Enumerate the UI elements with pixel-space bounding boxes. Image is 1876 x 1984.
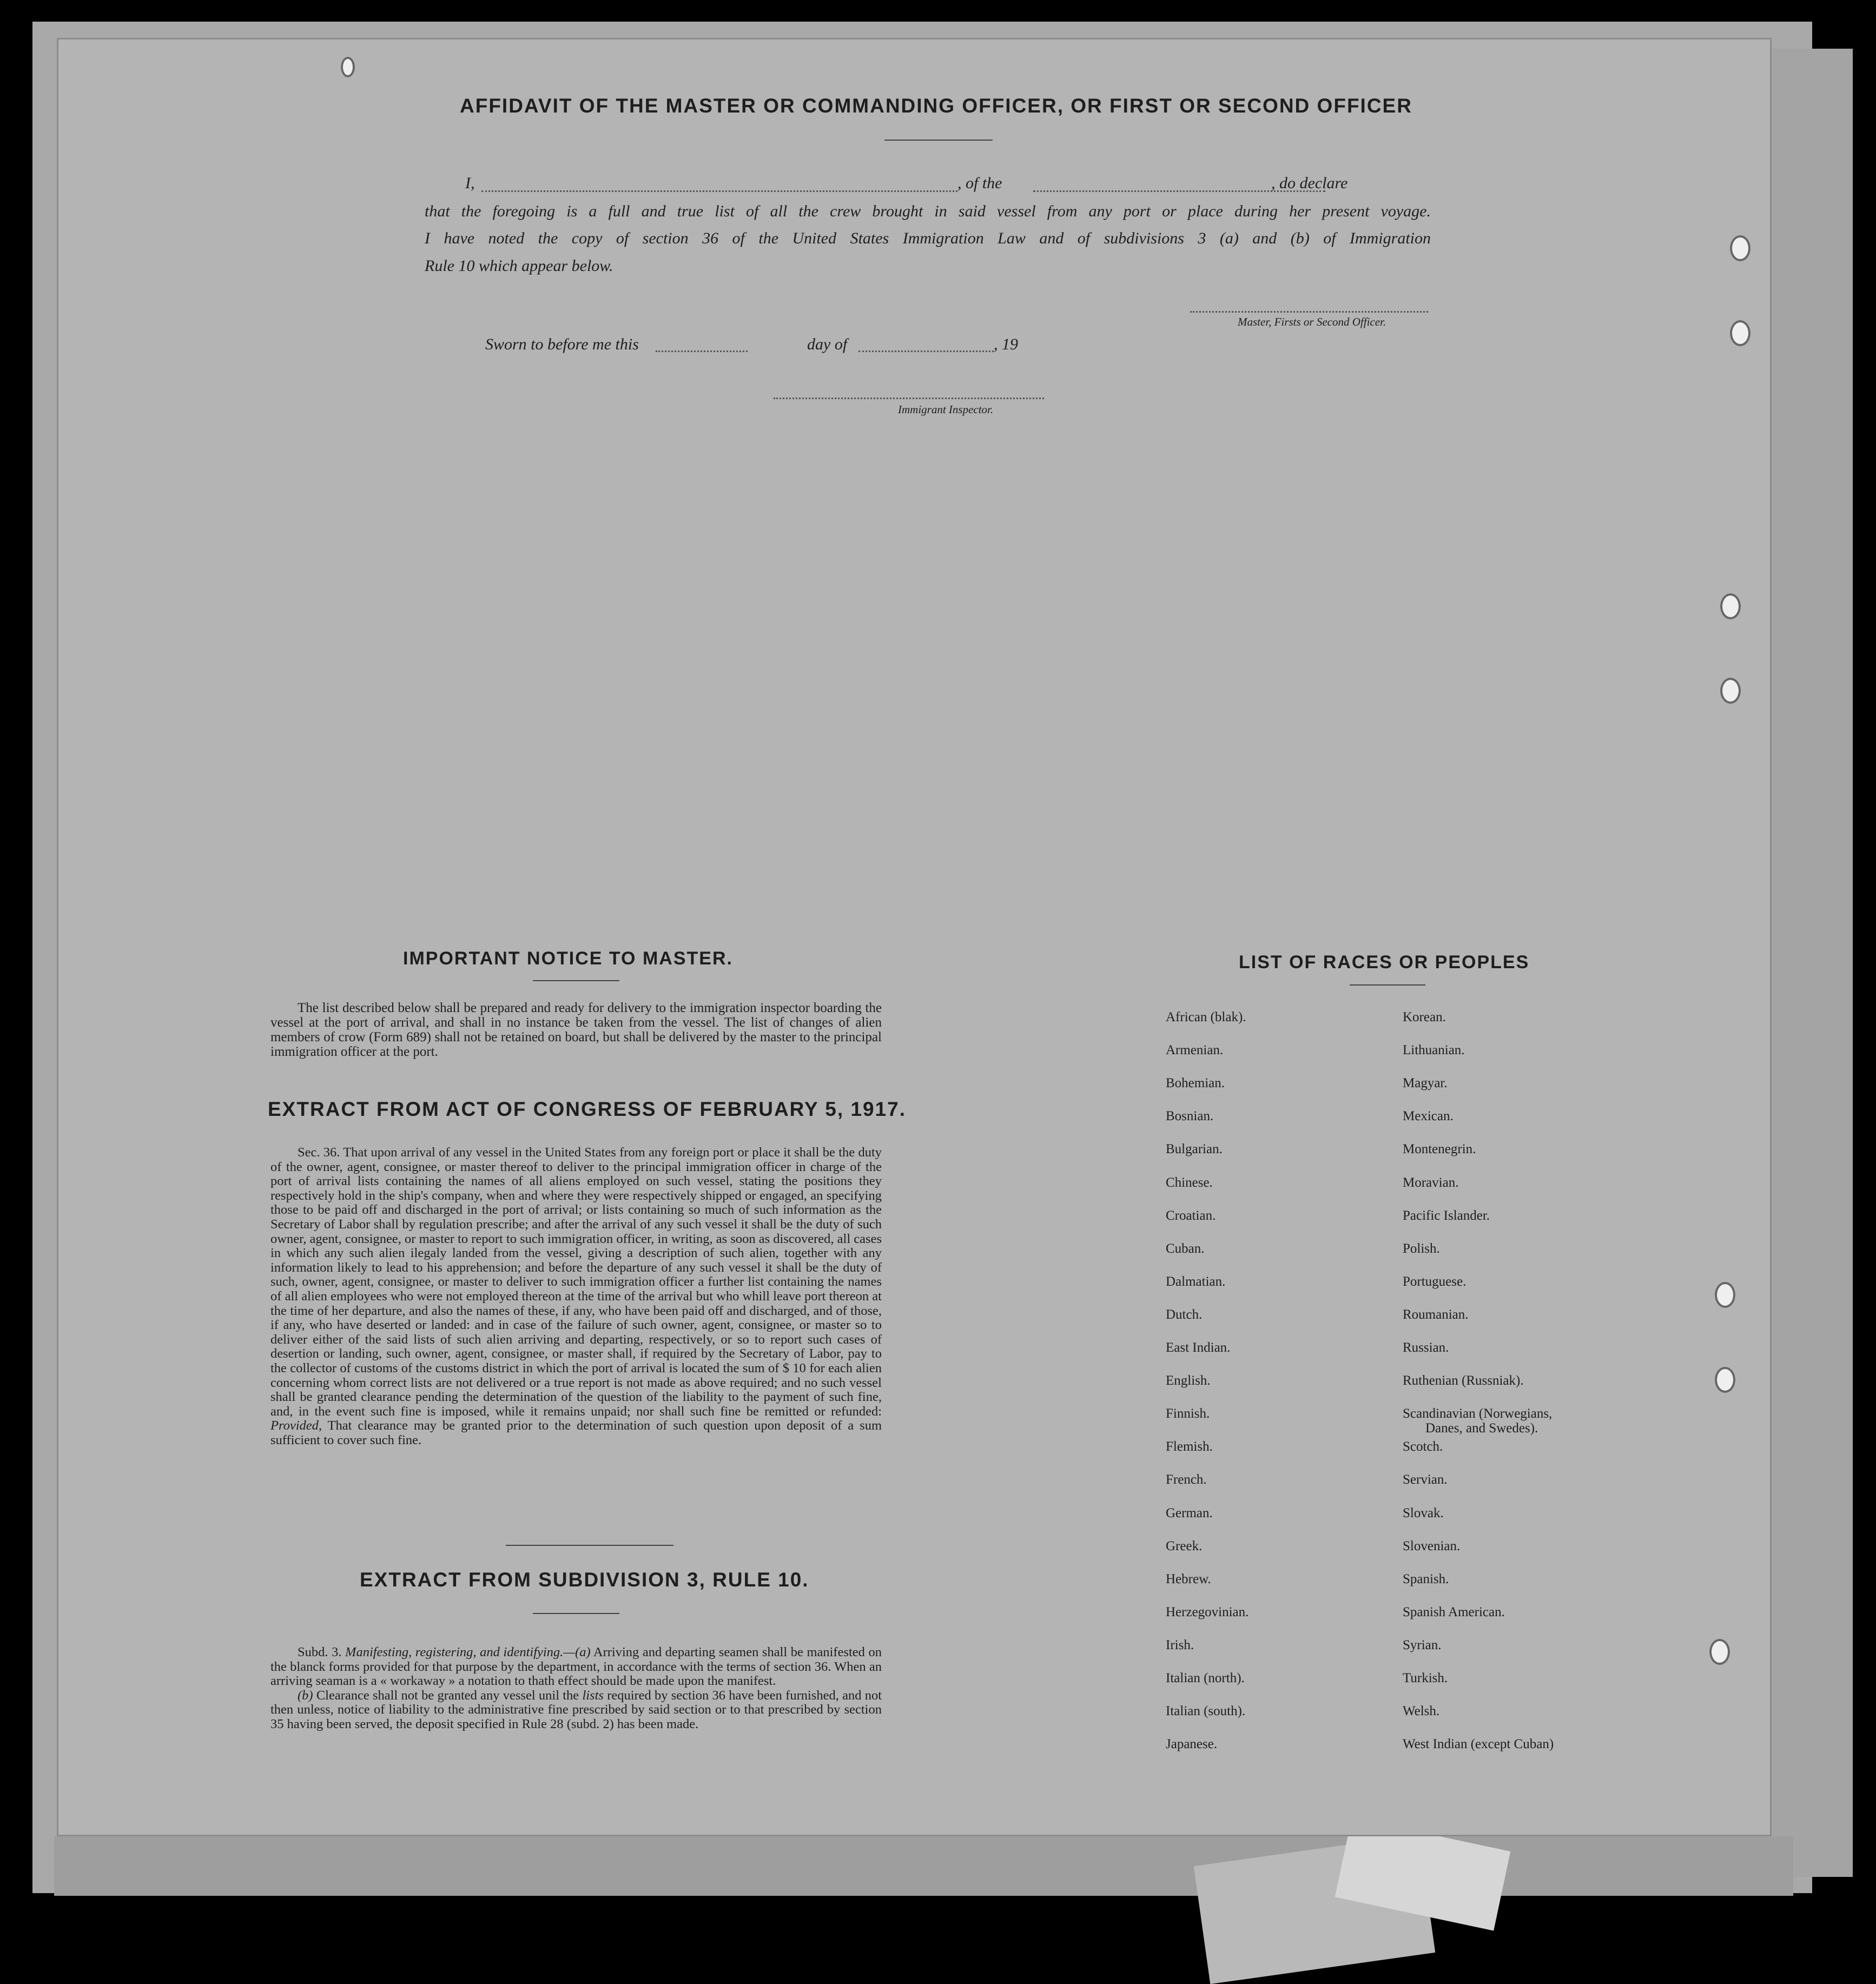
race-item: Herzegovinian.: [1166, 1604, 1249, 1619]
race-item: Bulgarian.: [1166, 1142, 1223, 1157]
race-item: Montenegrin.: [1403, 1142, 1476, 1157]
act-body: [270, 1146, 882, 1447]
subdivision-body: [270, 1645, 882, 1732]
binding-hole: [1730, 320, 1751, 346]
race-item: Dutch.: [1166, 1307, 1203, 1322]
subdivision-title: EXTRACT FROM SUBDIVISION 3, RULE 10.: [360, 1569, 809, 1591]
section-text: That upon arrival of any vessel in the United States from any foreign port or place it shall be the duty of the owner, agent, consignee, or master thereof to deliver to the principal immigration officer in charge of the port of arrival lists containing the names of all aliens employed on such vessel, stating the positions they respectively hold in the ship's company, when and where they were respectively shipped or engaged, an specifying those to be paid off and discharged in the port of arrival; or lists containing so much of such information as the Secretary of Labor shall by regulation prescribe; and after the arrival of any such vessel it shall be the duty of such owner, agent, consignee, or master to report to such immigration officer, in writing, as soon as discovered, all cases in which any such alien ilegaly landed from the vessel, giving a description of such alien, together with any information likely to lead to his apprehension; and before the departure of any such vessel it shall be the duty of such, owner, agent, consignee, or master to deliver to such immigration officer a further list containing the names of all alien employees who were not employed thereon at the time of the arrival but who whill leave port thereon at the time of her departure, and also the names of these, if any, who have been paid off and discharged, and of those, if any, who have deserted or landed: and in case of the failure of such owner, agent, consignee, or master so to deliver either of the said lists of such alien arriving and departing, respectively, or so to report such cases of desertion or landing, such owner, agent, consignee, or master shall, if required by the Secretary of Labor, pay to the collector of customs of the customs district in which the port of arrival is located the sum of $ 10 for each alien concerning whom correct lists are not delivered or a true report is not made as above required; and no such vessel shall be granted clearance pending the determination of the question of the liability to the payment of such fine, and, in the event such fine is imposed, while it remains unpaid; nor shall such fine be remitted or refunded:: [270, 1145, 882, 1419]
race-item: German.: [1166, 1505, 1213, 1520]
race-item: Roumanian.: [1403, 1307, 1469, 1322]
year-label: , 19: [994, 335, 1018, 353]
race-item: Slovenian.: [1403, 1538, 1461, 1553]
race-item: Scandinavian (Norwegians,: [1403, 1406, 1553, 1421]
binding-hole: [1720, 593, 1741, 619]
affidavit-title: AFFIDAVIT OF THE MASTER OR COMMANDING OFFICER, OR FIRST OR SECOND OFFICER: [460, 95, 1412, 117]
binding-hole: [1720, 678, 1741, 704]
subdivision-b: [270, 1689, 882, 1732]
race-item: Pacific Islander.: [1403, 1208, 1490, 1223]
race-item: Magyar.: [1403, 1076, 1448, 1091]
race-item: Scotch.: [1403, 1439, 1443, 1454]
race-item: Italian (north).: [1166, 1671, 1245, 1685]
act-title: EXTRACT FROM ACT OF CONGRESS OF FEBRUARY 5, 1917.: [268, 1098, 907, 1120]
binding-hole: [1715, 1282, 1735, 1308]
race-item: Cuban.: [1166, 1241, 1205, 1256]
title-underline: [884, 140, 993, 141]
race-item: Korean.: [1403, 1010, 1446, 1024]
race-item: Moravian.: [1403, 1175, 1459, 1190]
inspector-signature-field[interactable]: [774, 398, 1044, 399]
binding-hole: [1715, 1367, 1735, 1393]
affidavit-line-2: that the foregoing is a full and true list of all the crew brought in said vessel from any port or place during her present voyage.: [425, 202, 1431, 220]
race-item: Danes, and Swedes).: [1425, 1421, 1538, 1436]
sworn-month-field[interactable]: [858, 350, 994, 352]
notice-underline: [533, 980, 619, 981]
race-item: Polish.: [1403, 1241, 1440, 1256]
subd-b-label: (b): [298, 1688, 313, 1703]
race-item: Slovak.: [1403, 1505, 1444, 1520]
race-item: Japanese.: [1166, 1737, 1218, 1752]
right-page-edge: [1772, 49, 1853, 1877]
race-item: Spanish American.: [1403, 1604, 1505, 1619]
binding-hole: [1709, 1639, 1730, 1665]
race-item: Russian.: [1403, 1340, 1449, 1355]
subdivision-underline: [533, 1613, 619, 1614]
race-item: Mexican.: [1403, 1109, 1454, 1124]
declare-label: , do declare: [1271, 174, 1348, 192]
race-item: West Indian (except Cuban): [1403, 1737, 1554, 1752]
document-page: [57, 38, 1772, 1836]
declarant-name-field[interactable]: [481, 190, 957, 192]
race-item: Dalmatian.: [1166, 1274, 1226, 1289]
race-item: Bosnian.: [1166, 1109, 1214, 1124]
day-of-label: day of: [807, 335, 848, 353]
race-item: Greek.: [1166, 1538, 1203, 1553]
race-item: Armenian.: [1166, 1043, 1224, 1058]
race-item: Lithuanian.: [1403, 1043, 1465, 1058]
subd-label: Subd. 3.: [298, 1645, 342, 1659]
signature-field[interactable]: [1190, 311, 1428, 313]
subd-heading: Manifesting, registering, and identifying.—(a): [345, 1645, 591, 1659]
subd-b-text-1: Clearance shall not be granted any vessel unil the: [316, 1688, 579, 1703]
inspector-caption: Immigrant Inspector.: [898, 403, 994, 416]
sworn-label: Sworn to before me this: [485, 335, 639, 353]
race-item: Ruthenian (Russniak).: [1403, 1373, 1524, 1388]
affidavit-line-1: [465, 174, 1428, 196]
race-item: Servian.: [1403, 1472, 1448, 1487]
race-item: Finnish.: [1166, 1406, 1210, 1421]
subd-b-text-2: required by section 36 have been furnished, and not then unless, notice of liability to the administrative fine prescribed by said section or to that prescribed by section 35 having been served, the deposit specified in Rule 28 (subd. 2) has been made.: [270, 1688, 882, 1731]
race-item: Hebrew.: [1166, 1571, 1211, 1586]
section-label: Sec. 36.: [298, 1145, 340, 1160]
subdivision-a: [270, 1645, 882, 1689]
vessel-label: , of the: [957, 174, 1002, 192]
sworn-line: [485, 335, 1053, 357]
notice-title: IMPORTANT NOTICE TO MASTER.: [403, 948, 733, 969]
notice-body: The list described below shall be prepared and ready for delivery to the immigration inspector boarding the vessel at the port of arrival, and shall in no instance be taken from the vessel. The list of changes of alien members of crow (Form 689) shall not be retained on board, but shall be delivered by the master to the principal immigration officer at the port.: [270, 1001, 882, 1059]
subd-a-text: Arriving and departing seamen shall be manifested on the blanck forms provided for that purpose by the department, in accordance with the terms of section 36. When an arriving seaman is a « workaway » a notation to thath effect should be made upon the manifest.: [270, 1645, 882, 1689]
race-item: Croatian.: [1166, 1208, 1216, 1223]
section-divider: [506, 1545, 673, 1546]
race-item: Welsh.: [1403, 1704, 1440, 1719]
race-item: English.: [1166, 1373, 1211, 1388]
race-item: Flemish.: [1166, 1439, 1213, 1454]
proviso-label: Provided,: [270, 1418, 322, 1433]
race-item: French.: [1166, 1472, 1207, 1487]
race-item: Portuguese.: [1403, 1274, 1467, 1289]
races-underline: [1350, 984, 1425, 986]
binding-hole: [341, 57, 355, 77]
race-item: African (blak).: [1166, 1010, 1246, 1024]
race-item: Turkish.: [1403, 1671, 1448, 1685]
race-item: Italian (south).: [1166, 1704, 1246, 1719]
race-item: Irish.: [1166, 1637, 1194, 1652]
affidavit-line-4: Rule 10 which appear below.: [425, 257, 613, 275]
binding-hole: [1730, 235, 1751, 261]
sworn-day-field[interactable]: [656, 350, 748, 352]
declarant-label: I,: [465, 174, 475, 192]
signature-caption: Master, Firsts or Second Officer.: [1238, 315, 1386, 328]
race-item: Chinese.: [1166, 1175, 1213, 1190]
subd-b-lists: lists: [582, 1688, 604, 1703]
race-item: East Indian.: [1166, 1340, 1231, 1355]
race-item: Spanish.: [1403, 1571, 1449, 1586]
affidavit-line-3: I have noted the copy of section 36 of the United States Immigration Law and of subdivisions 3 (a) and (b) of Immigration: [425, 229, 1431, 247]
bottom-page-edge: [54, 1836, 1793, 1896]
races-title: LIST OF RACES OR PEOPLES: [1239, 952, 1530, 973]
race-item: Bohemian.: [1166, 1076, 1225, 1091]
proviso-text: That clearance may be granted prior to the determination of such question upon deposit of a sum sufficient to cover such fine.: [270, 1418, 882, 1447]
race-item: Syrian.: [1403, 1637, 1442, 1652]
